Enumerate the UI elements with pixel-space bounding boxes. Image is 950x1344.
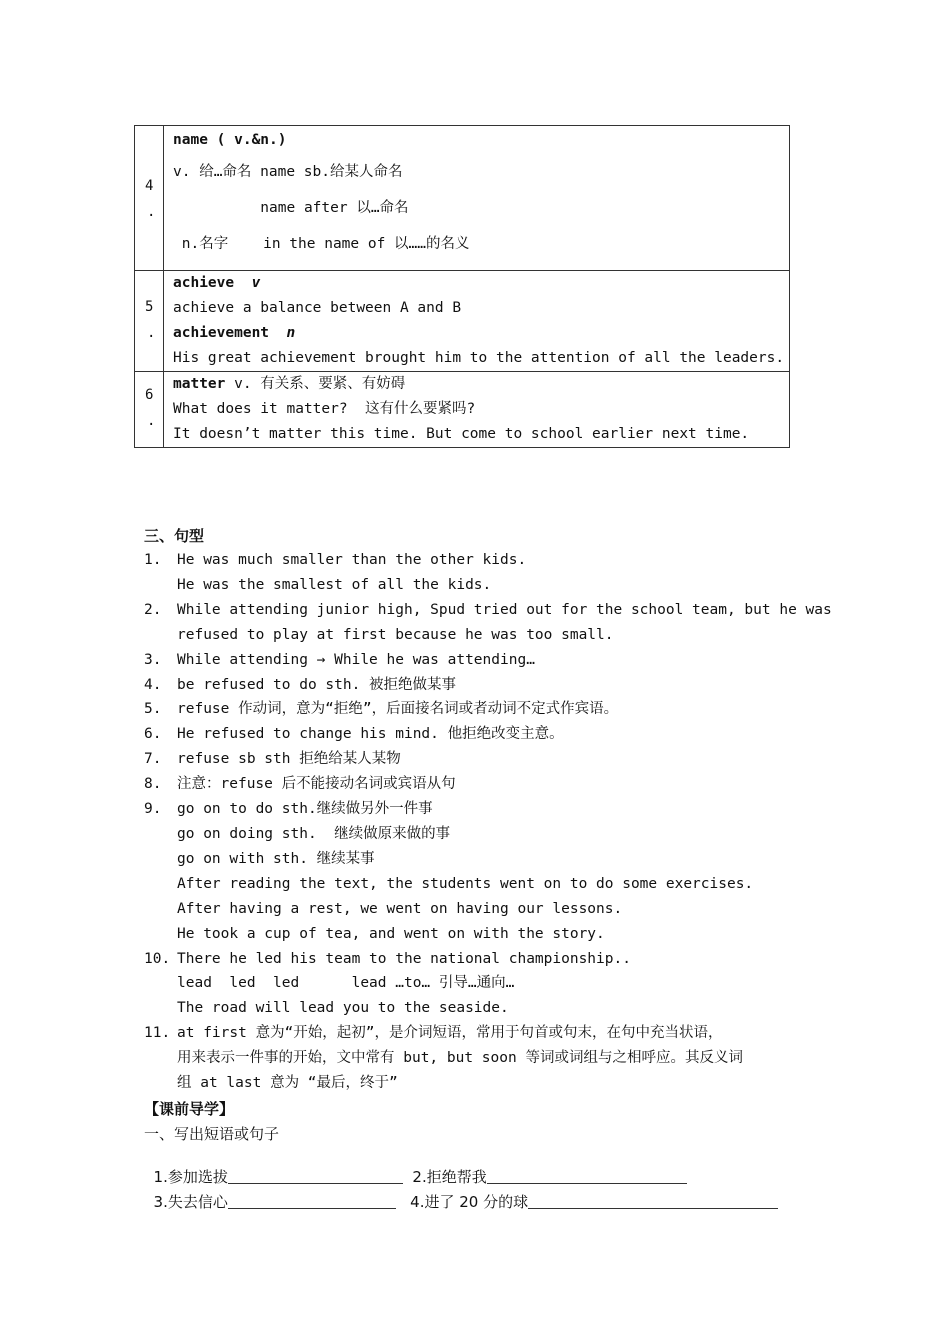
list-item: 4. be refused to do sth. 被拒绝做某事: [144, 676, 457, 693]
vocab-line: n.名字 in the name of 以……的名义: [173, 236, 470, 252]
vocab-row-6: [135, 372, 790, 448]
vocab-definition: v. 有关系、要紧、有妨碍: [225, 376, 406, 392]
section-title: 三、句型: [144, 527, 205, 545]
list-item: 1. He was much smaller than the other kids. He was the smallest of all the kids.: [144, 552, 527, 593]
list-item: 2. While attending junior high, Spud tried out for the school team, but he was refused to play at first because he was too small.: [144, 601, 832, 643]
vocab-row-4: [135, 126, 790, 271]
answer-blank[interactable]: [528, 1192, 778, 1209]
exercise-title: 一、写出短语或句子: [144, 1125, 280, 1143]
list-item: 9. go on to do sth.继续做另外一件事 go on doing sth. 继续做原来做的事 go on with sth. 继续某事 After reading the text, the students went on to do some exercises. After having a rest, we went on having our lessons. He took a cup of tea, and went on with the story.: [144, 801, 754, 942]
row-number-dot: .: [147, 413, 156, 429]
answer-blank[interactable]: [228, 1192, 396, 1209]
list-item: 11. at first 意为“开始，起初”，是介词短语，常用于句首或句末，在句中充当状语， 用来表示一件事的开始，文中常有 but, but soon 等词或词组与之相呼应。其反义词 组 at last 意为 “最后，终于”: [144, 1025, 743, 1092]
row-number: 4: [145, 178, 154, 194]
list-item: 3. While attending → While he was attending…: [144, 651, 535, 668]
part-of-speech: n: [286, 325, 296, 341]
preview-section-title: 【课前导学】: [144, 1100, 235, 1118]
vocab-line: What does it matter? 这有什么要紧吗?: [173, 401, 476, 417]
row-number: 5: [145, 299, 154, 315]
row-number-dot: .: [147, 325, 156, 341]
list-item: 5. refuse 作动词，意为“拒绝”，后面接名词或者动词不定式作宾语。: [144, 701, 619, 718]
vocab-headword: matter: [173, 376, 226, 392]
vocab-headword: name ( v.&n.): [173, 132, 287, 148]
vocab-line: v. 给…命名 name sb.给某人命名: [173, 164, 403, 180]
vocab-line: achieve a balance between A and B: [173, 300, 462, 316]
list-item: 10. There he led his team to the national championship.. lead led led lead …to… 引导…通向… The road will lead you to the seaside.: [144, 950, 631, 1017]
list-item: 7. refuse sb sth 拒绝给某人某物: [144, 751, 401, 768]
vocab-headword: achieve: [173, 275, 235, 291]
vocab-headword: achievement: [173, 325, 270, 341]
row-number: 6: [145, 387, 154, 403]
part-of-speech: v: [251, 275, 261, 291]
vocab-line: His great achievement brought him to the attention of all the leaders.: [173, 350, 785, 366]
vocab-row-5: [135, 271, 790, 372]
sentence-pattern-list: [144, 548, 832, 1096]
vocab-line: It doesn’t matter this time. But come to school earlier next time.: [173, 426, 750, 442]
exercise-prompt: 4.进了 20 分的球: [410, 1193, 529, 1211]
list-item: 8. 注意：refuse 后不能接动名词或宾语从句: [144, 776, 456, 793]
vocabulary-table: [134, 125, 790, 448]
list-item: 6. He refused to change his mind. 他拒绝改变主意。: [144, 726, 564, 743]
exercise-row: [144, 1173, 778, 1212]
row-number-dot: .: [147, 204, 156, 220]
exercise-prompt: 1.参加选拔: [153, 1168, 228, 1186]
exercise-prompt: 3.失去信心: [153, 1193, 228, 1211]
vocab-line: name after 以…命名: [173, 200, 409, 216]
exercise-prompt: 2.拒绝帮我: [412, 1168, 487, 1186]
